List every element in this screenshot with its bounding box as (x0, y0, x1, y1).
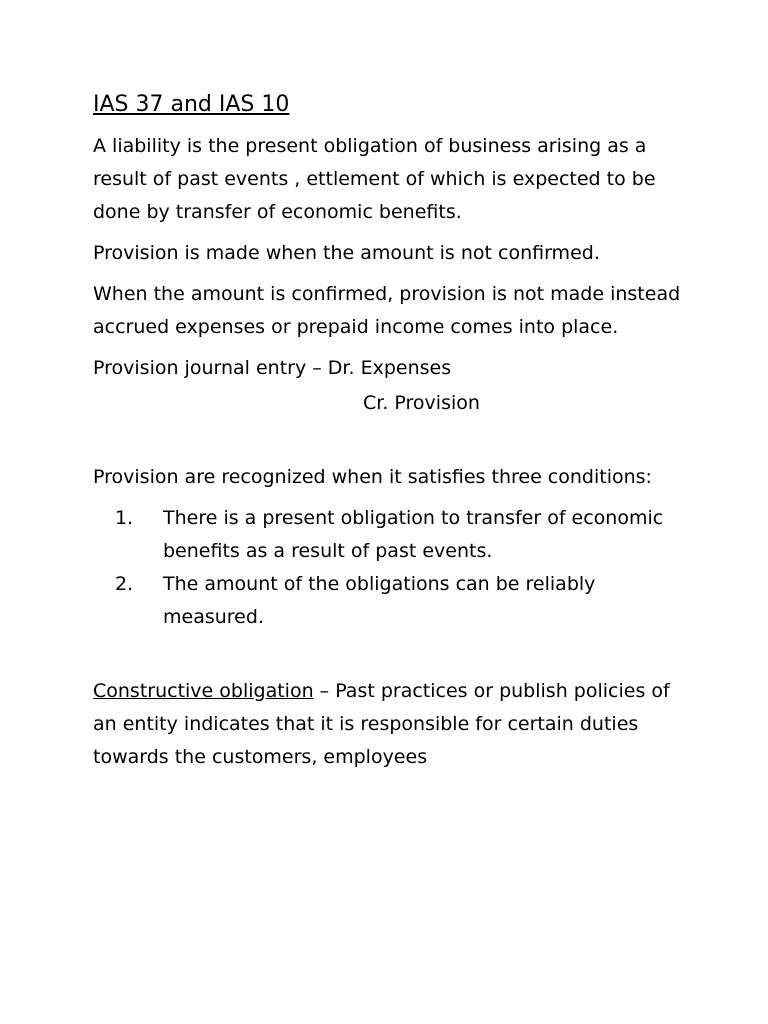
document-page (93, 88, 693, 782)
list-item-number: 1. (115, 507, 134, 529)
list-item-number: 2. (115, 573, 134, 595)
list-item-text: The amount of the obligations can be reliably measured. (163, 573, 596, 628)
spacer (93, 642, 693, 675)
conditions-intro: Provision are recognized when it satisfies three conditions: (93, 466, 652, 488)
spacer (93, 428, 693, 461)
list-item (93, 568, 693, 634)
paragraph-amount-confirmed: When the amount is confirmed, provision is not made instead accrued expenses or prepaid income comes into place. (93, 283, 681, 338)
constructive-obligation-definition: – Past practices or publish policies of an entity indicates that it is responsible for certain duties towards the customers, employees (93, 680, 670, 768)
journal-entry-credit: Cr. Provision (363, 392, 480, 414)
document-title: IAS 37 and IAS 10 (93, 92, 290, 117)
paragraph-provision-made: Provision is made when the amount is not confirmed. (93, 242, 600, 264)
paragraph-constructive-obligation (93, 675, 693, 774)
list-item (93, 502, 693, 568)
term-constructive-obligation: Constructive obligation (93, 680, 314, 702)
list-item-text: There is a present obligation to transfer of economic benefits as a result of past events. (163, 507, 664, 562)
journal-entry-debit: Provision journal entry – Dr. Expenses (93, 357, 452, 379)
paragraph-liability-definition: A liability is the present obligation of business arising as a result of past events , ettlement of which is expected to be done by transfer of economic benefits. (93, 135, 656, 223)
conditions-list (93, 502, 693, 634)
